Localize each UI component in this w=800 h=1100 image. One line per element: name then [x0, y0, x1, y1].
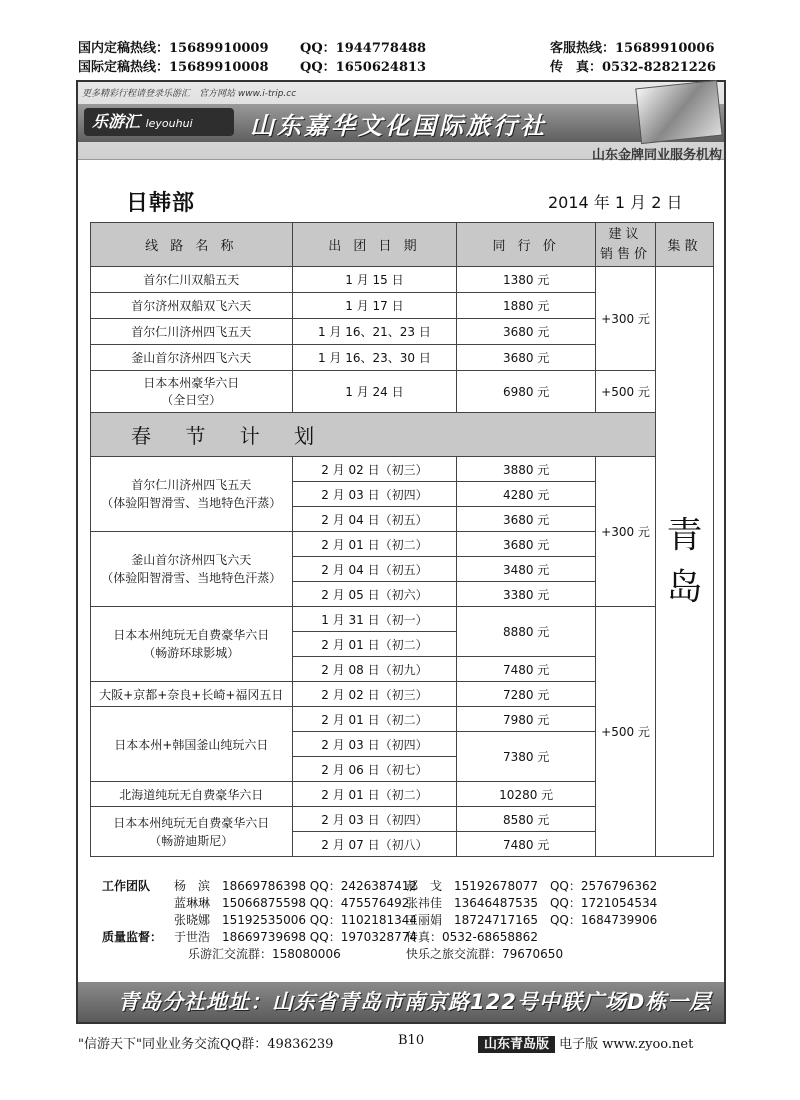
header-departure: 出 团 日 期	[292, 223, 457, 267]
suggested-price: +500 元	[596, 607, 656, 857]
landscape-photo-icon	[635, 80, 722, 144]
edition-badge: 山东青岛版	[478, 1036, 555, 1053]
footer-qq-group: "信游天下"同业业务交流QQ群：49836239	[78, 1037, 334, 1052]
team-member: 张晓娜 15192535006 QQ：1102181344	[174, 913, 418, 927]
route-name: 日本本州纯玩无自费豪华六日 （畅游环球影城）	[91, 607, 293, 682]
assembly-city	[656, 267, 714, 857]
table-row	[91, 457, 714, 482]
intl-qq: QQ：1650624813	[300, 60, 427, 75]
departure-date: 1 月 16、23、30 日	[292, 345, 457, 371]
peer-price: 1880 元	[457, 293, 596, 319]
route-name: 日本本州纯玩无自费豪华六日 （畅游迪斯尼）	[91, 807, 293, 857]
route-name: 北海道纯玩无自费豪华六日	[91, 782, 293, 807]
peer-price: 6980 元	[457, 371, 596, 413]
team-member: 郝 戈 15192678077 QQ：2576796362	[406, 879, 658, 893]
departure-date: 1 月 31 日（初一）	[292, 607, 457, 632]
peer-price: 4280 元	[457, 482, 596, 507]
peer-price: 7480 元	[457, 657, 596, 682]
peer-price: 3380 元	[457, 582, 596, 607]
route-name: 日本本州+韩国釜山纯玩六日	[91, 707, 293, 782]
banner-website-text: 更多精彩行程请登录乐游汇 官方网站 www.i-trip.cc	[82, 89, 297, 99]
header-suggested-line1: 建议	[608, 226, 643, 242]
domestic-hotline: 国内定稿热线：15689910009	[78, 41, 269, 56]
agency-slogan: 山东金牌同业服务机构	[591, 148, 722, 163]
departure-date: 2 月 01 日（初二）	[292, 707, 457, 732]
peer-price: 10280 元	[457, 782, 596, 807]
peer-price: 3680 元	[457, 345, 596, 371]
peer-price: 7280 元	[457, 682, 596, 707]
spring-festival-section	[91, 413, 714, 457]
footer-site: 电子版 www.zyoo.net	[559, 1037, 694, 1052]
quality-label: 质量监督：	[102, 930, 163, 944]
route-name: 首尔济州双船双飞六天	[91, 293, 293, 319]
team-label: 工作团队	[102, 879, 151, 893]
departure-date: 1 月 24 日	[292, 371, 457, 413]
route-name: 首尔仁川双船五天	[91, 267, 293, 293]
peer-price: 1380 元	[457, 267, 596, 293]
departure-date: 2 月 03 日（初四）	[292, 732, 457, 757]
peer-price: 7980 元	[457, 707, 596, 732]
fax-line: 传 真：0532-82821226	[550, 60, 716, 75]
departure-date: 2 月 05 日（初六）	[292, 582, 457, 607]
branch-address: 青岛分社地址：山东省青岛市南京路122号中联广场D栋一层	[78, 982, 724, 1022]
header-route: 线 路 名 称	[91, 223, 293, 267]
flyer-frame	[76, 80, 726, 1024]
departure-date: 2 月 01 日（初二）	[292, 532, 457, 557]
peer-price: 3680 元	[457, 319, 596, 345]
departure-date: 2 月 01 日（初二）	[292, 782, 457, 807]
department-title: 日韩部	[126, 191, 196, 216]
team-member: 王丽娟 18724717165 QQ：1684739906	[406, 913, 658, 927]
schedule-table	[90, 222, 714, 857]
departure-date: 2 月 08 日（初九）	[292, 657, 457, 682]
intl-hotline: 国际定稿热线：15689910008	[78, 60, 269, 75]
suggested-price: +500 元	[596, 371, 656, 413]
departure-date: 2 月 01 日（初二）	[292, 632, 457, 657]
team-member: 张祎佳 13646487535 QQ：1721054534	[406, 896, 658, 910]
departure-date: 2 月 06 日（初七）	[292, 757, 457, 782]
header-assembly: 集散	[656, 223, 714, 267]
qq-group: 乐游汇交流群：158080006	[188, 947, 341, 961]
route-name: 首尔仁川济州四飞五天 （体验阳智滑雪、当地特色汗蒸）	[91, 457, 293, 532]
header-peer-price: 同 行 价	[457, 223, 596, 267]
departure-date: 2 月 04 日（初五）	[292, 507, 457, 532]
quality-supervisor: 于世浩 18669739698 QQ：1970328774	[174, 930, 418, 944]
suggested-price: +300 元	[596, 267, 656, 371]
departure-date: 2 月 02 日（初三）	[292, 457, 457, 482]
city-char-2: 岛	[666, 566, 703, 608]
peer-price: 7480 元	[457, 832, 596, 857]
route-name: 釜山首尔济州四飞六天	[91, 345, 293, 371]
route-name: 首尔仁川济州四飞五天	[91, 319, 293, 345]
departure-date: 1 月 15 日	[292, 267, 457, 293]
logo-en: leyouhui	[145, 117, 193, 130]
publish-date: 2014 年 1 月 2 日	[548, 193, 683, 212]
route-name: 釜山首尔济州四飞六天 （体验阳智滑雪、当地特色汗蒸）	[91, 532, 293, 607]
agency-name: 山东嘉华文化国际旅行社	[250, 112, 547, 140]
table-row	[91, 371, 714, 413]
table-row	[91, 267, 714, 293]
domestic-qq: QQ：1944778488	[300, 41, 427, 56]
table-row	[91, 607, 714, 632]
header-suggested	[596, 223, 656, 267]
header-suggested-line2: 销售价	[600, 246, 652, 262]
team-fax: 传真：0532-68658862	[406, 930, 538, 944]
qq-group: 快乐之旅交流群：79670650	[406, 947, 564, 961]
departure-date: 1 月 16、21、23 日	[292, 319, 457, 345]
route-name: 日本本州豪华六日 （全日空）	[91, 371, 293, 413]
peer-price: 3480 元	[457, 557, 596, 582]
peer-price: 8580 元	[457, 807, 596, 832]
peer-price: 3880 元	[457, 457, 596, 482]
departure-date: 1 月 17 日	[292, 293, 457, 319]
departure-date: 2 月 03 日（初四）	[292, 482, 457, 507]
logo-cn: 乐游汇	[92, 112, 141, 131]
footer-edition	[478, 1033, 693, 1052]
section-title: 春 节 计 划	[91, 413, 656, 457]
departure-date: 2 月 04 日（初五）	[292, 557, 457, 582]
departure-date: 2 月 07 日（初八）	[292, 832, 457, 857]
city-char-1: 青	[666, 514, 703, 556]
footer-page-number: B10	[398, 1033, 425, 1048]
route-name: 大阪+京都+奈良+长崎+福冈五日	[91, 682, 293, 707]
agency-banner	[78, 82, 724, 163]
peer-price: 7380 元	[457, 732, 596, 782]
suggested-price: +300 元	[596, 457, 656, 607]
team-member: 杨 滨 18669786398 QQ：2426387412	[174, 879, 418, 893]
departure-date: 2 月 03 日（初四）	[292, 807, 457, 832]
brand-logo	[84, 108, 234, 136]
departure-date: 2 月 02 日（初三）	[292, 682, 457, 707]
team-member: 蓝琳琳 15066875598 QQ：475576492	[174, 896, 410, 910]
peer-price: 3680 元	[457, 507, 596, 532]
peer-price: 3680 元	[457, 532, 596, 557]
service-hotline: 客服热线：15689910006	[550, 41, 715, 56]
peer-price: 8880 元	[457, 607, 596, 657]
